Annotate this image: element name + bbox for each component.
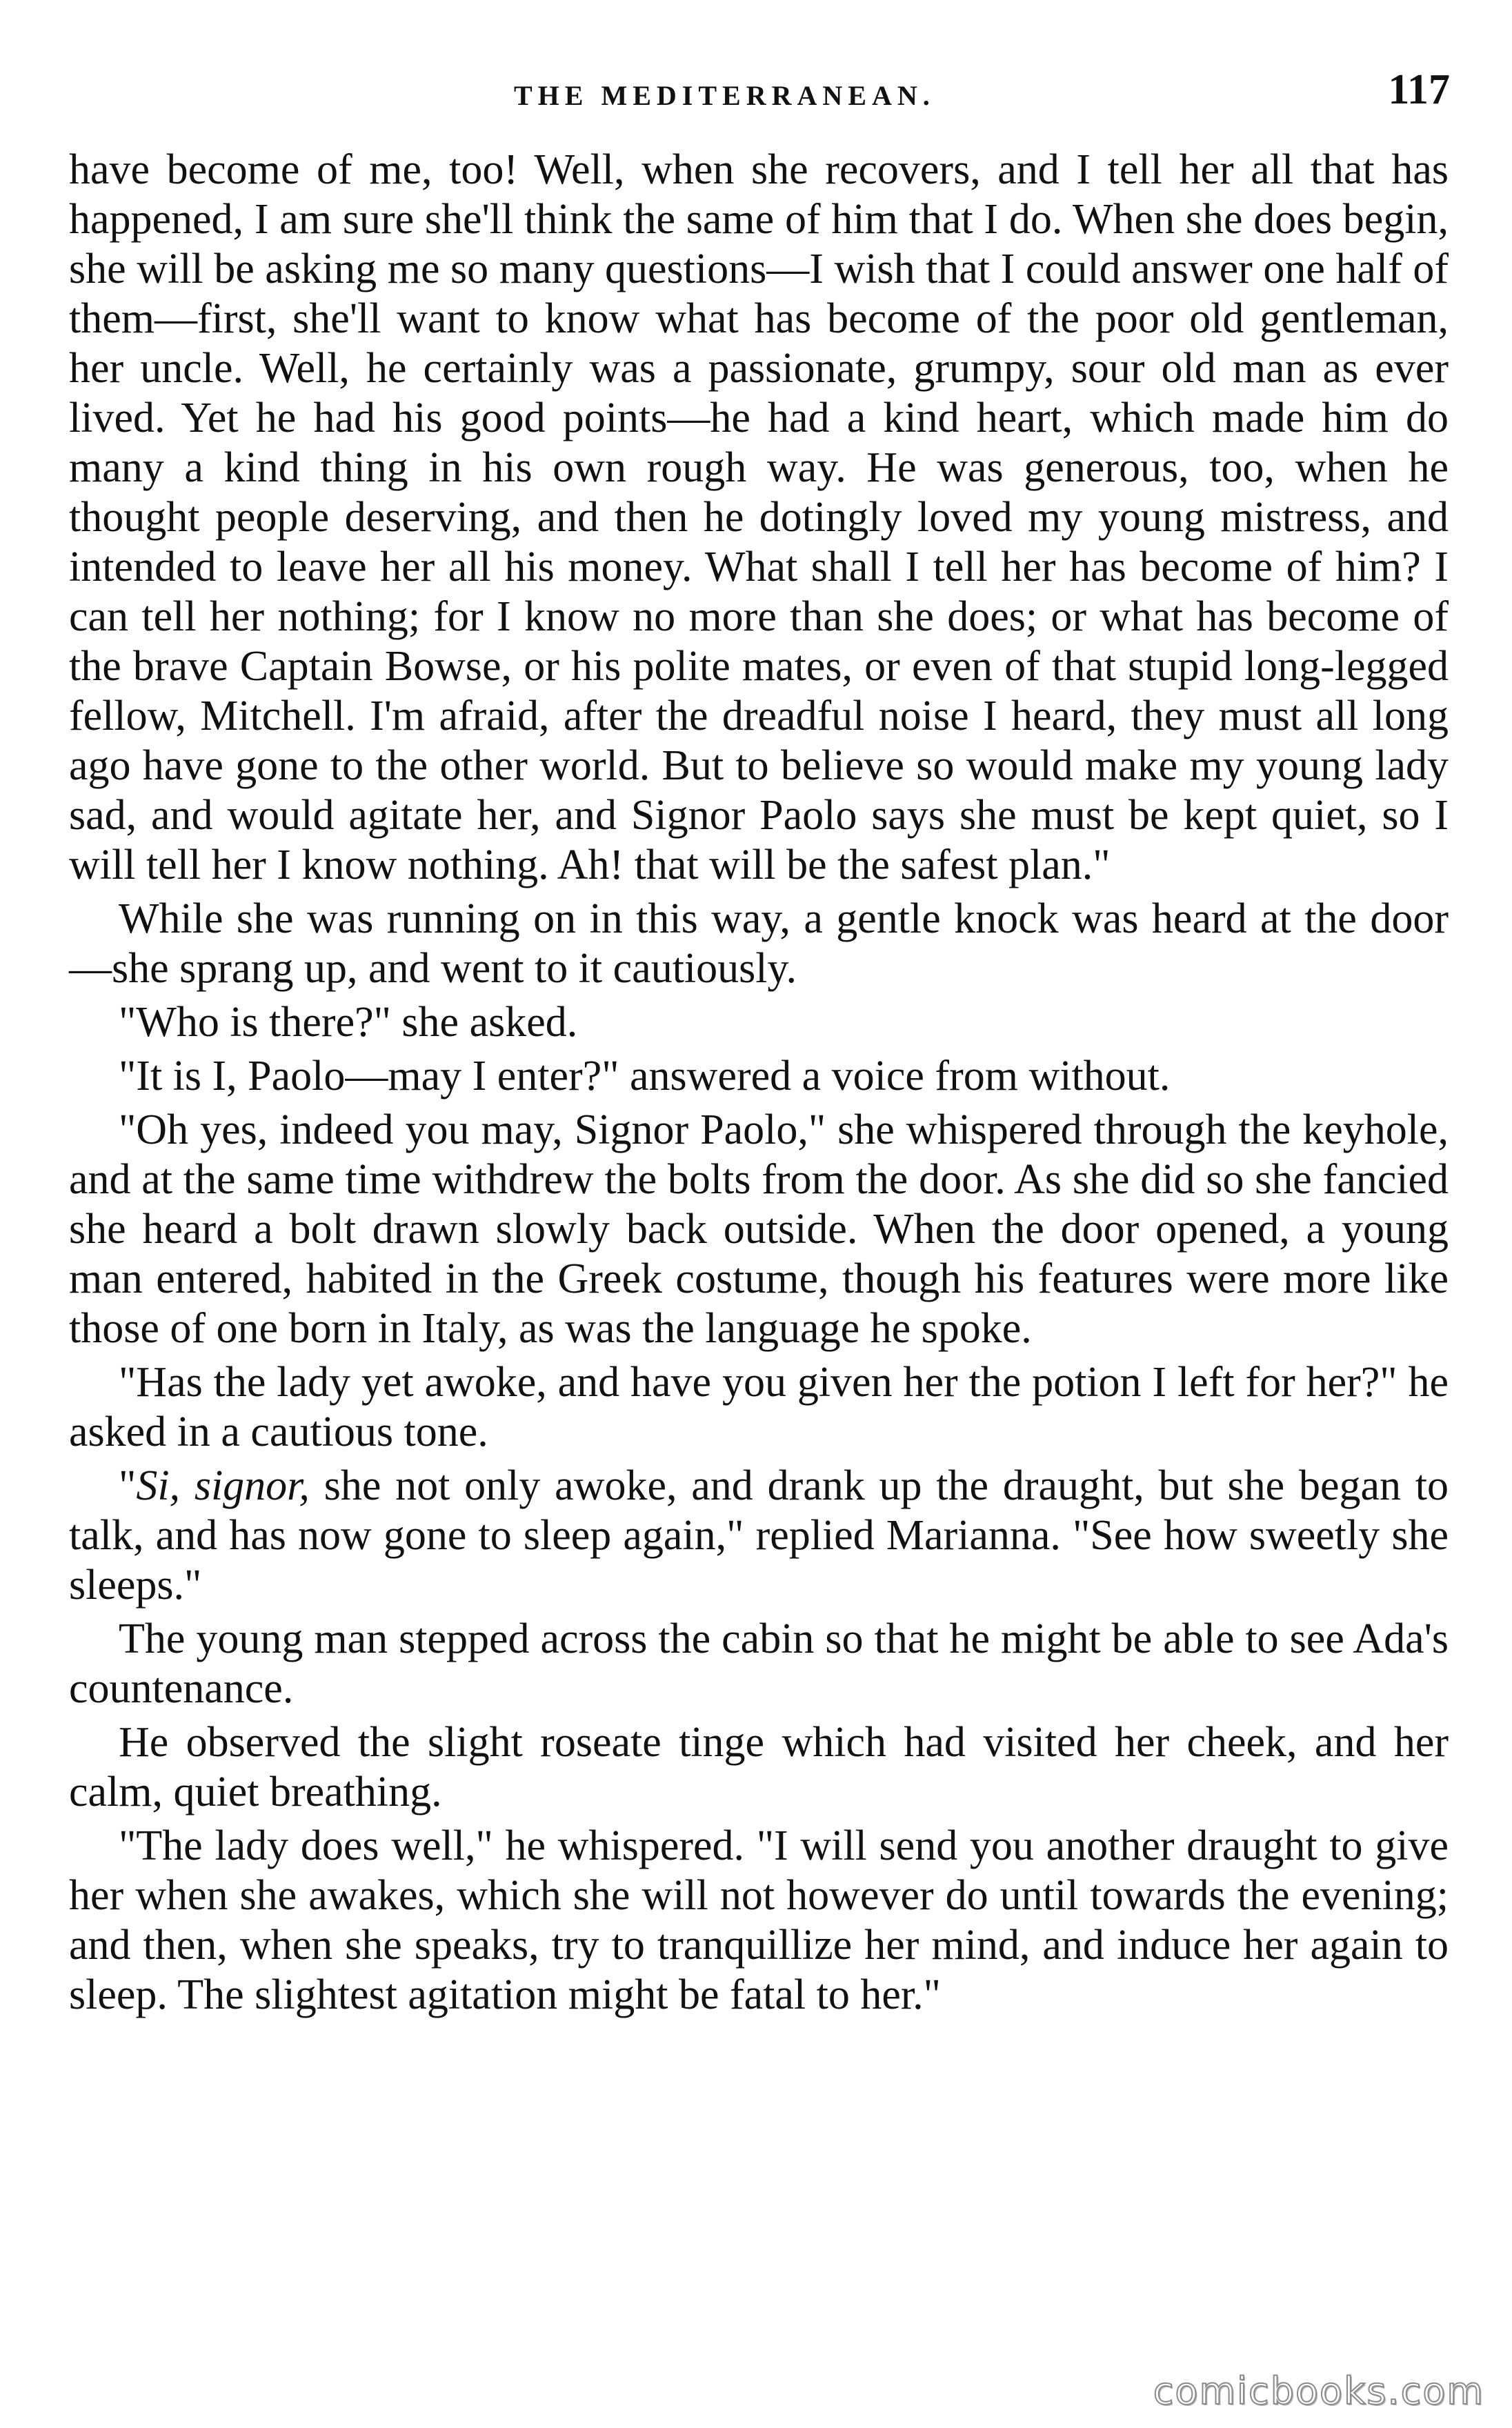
body-text bbox=[69, 145, 1449, 2020]
italic-phrase: Si, signor, bbox=[136, 1462, 310, 1509]
page-number: 117 bbox=[1388, 66, 1450, 113]
paragraph: While she was running on in this way, a gentle knock was heard at the door—she sprang up, and went to it cautiously. bbox=[69, 895, 1449, 992]
paragraph: "Has the lady yet awoke, and have you given her the potion I left for her?" he asked in a cautious tone. bbox=[69, 1359, 1449, 1455]
paragraph: He observed the slight roseate tinge which had visited her cheek, and her calm, quiet breathing. bbox=[69, 1719, 1449, 1815]
paragraph: "Who is there?" she asked. bbox=[119, 999, 578, 1046]
paragraph-text: she not only awoke, and drank up the draught, but she began to talk, and has now gone to sleep again," replied Marianna. "See how sweetly she sleeps." bbox=[69, 1462, 1449, 1609]
paragraph: "Oh yes, indeed you may, Signor Paolo," she whispered through the keyhole, and at the same time withdrew the bolts from the door. As she did so she fancied she heard a bolt drawn slowly back outside. When the door opened, a young man entered, habited in the Greek costume, though his features were more like those of one born in Italy, as was the language he spoke. bbox=[69, 1106, 1449, 1352]
paragraph: "It is I, Paolo—may I enter?" answered a voice from without. bbox=[119, 1053, 1171, 1099]
watermark-text: comicbooks.com bbox=[1153, 2369, 1484, 2413]
paragraph: have become of me, too! Well, when she recovers, and I tell her all that has happened, I am sure she'll think the same of him that I do. When she does begin, she will be asking me so many questions—I wish that I could answer one half of them—first, she'll want to know what has become of the poor old gentleman, her uncle. Well, he certainly was a passionate, grumpy, sour old man as ever lived. Yet he had his good points—he had a kind heart, which made him do many a kind thing in his own rough way. He was generous, too, when he thought people deserving, and then he dotingly loved my young mistress, and intended to leave her all his money. What shall I tell her has become of him? I can tell her nothing; for I know no more than she does; or what has become of the brave Captain Bowse, or his polite mates, or even of that stupid long-legged fellow, Mitchell. I'm afraid, after the dreadful noise I heard, they must all long ago have gone to the other world. But to believe so would make my young lady sad, and would agitate her, and Signor Paolo says she must be kept quiet, so I will tell her I know nothing. Ah! that will be the safest plan." bbox=[69, 146, 1449, 888]
paragraph: The young man stepped across the cabin so that he might be able to see Ada's countenance. bbox=[69, 1615, 1449, 1712]
paragraph: "The lady does well," he whispered. "I will send you another draught to give her when she awakes, which she will not however do until towards the evening; and then, when she speaks, try to tranquillize her mind, and induce her again to sleep. The slightest agitation might be fatal to her." bbox=[69, 1822, 1449, 2018]
quote-mark: " bbox=[119, 1462, 137, 1509]
running-header bbox=[0, 66, 1512, 121]
paragraph bbox=[69, 1461, 1449, 1610]
running-title: THE MEDITERRANEAN. bbox=[514, 80, 935, 111]
